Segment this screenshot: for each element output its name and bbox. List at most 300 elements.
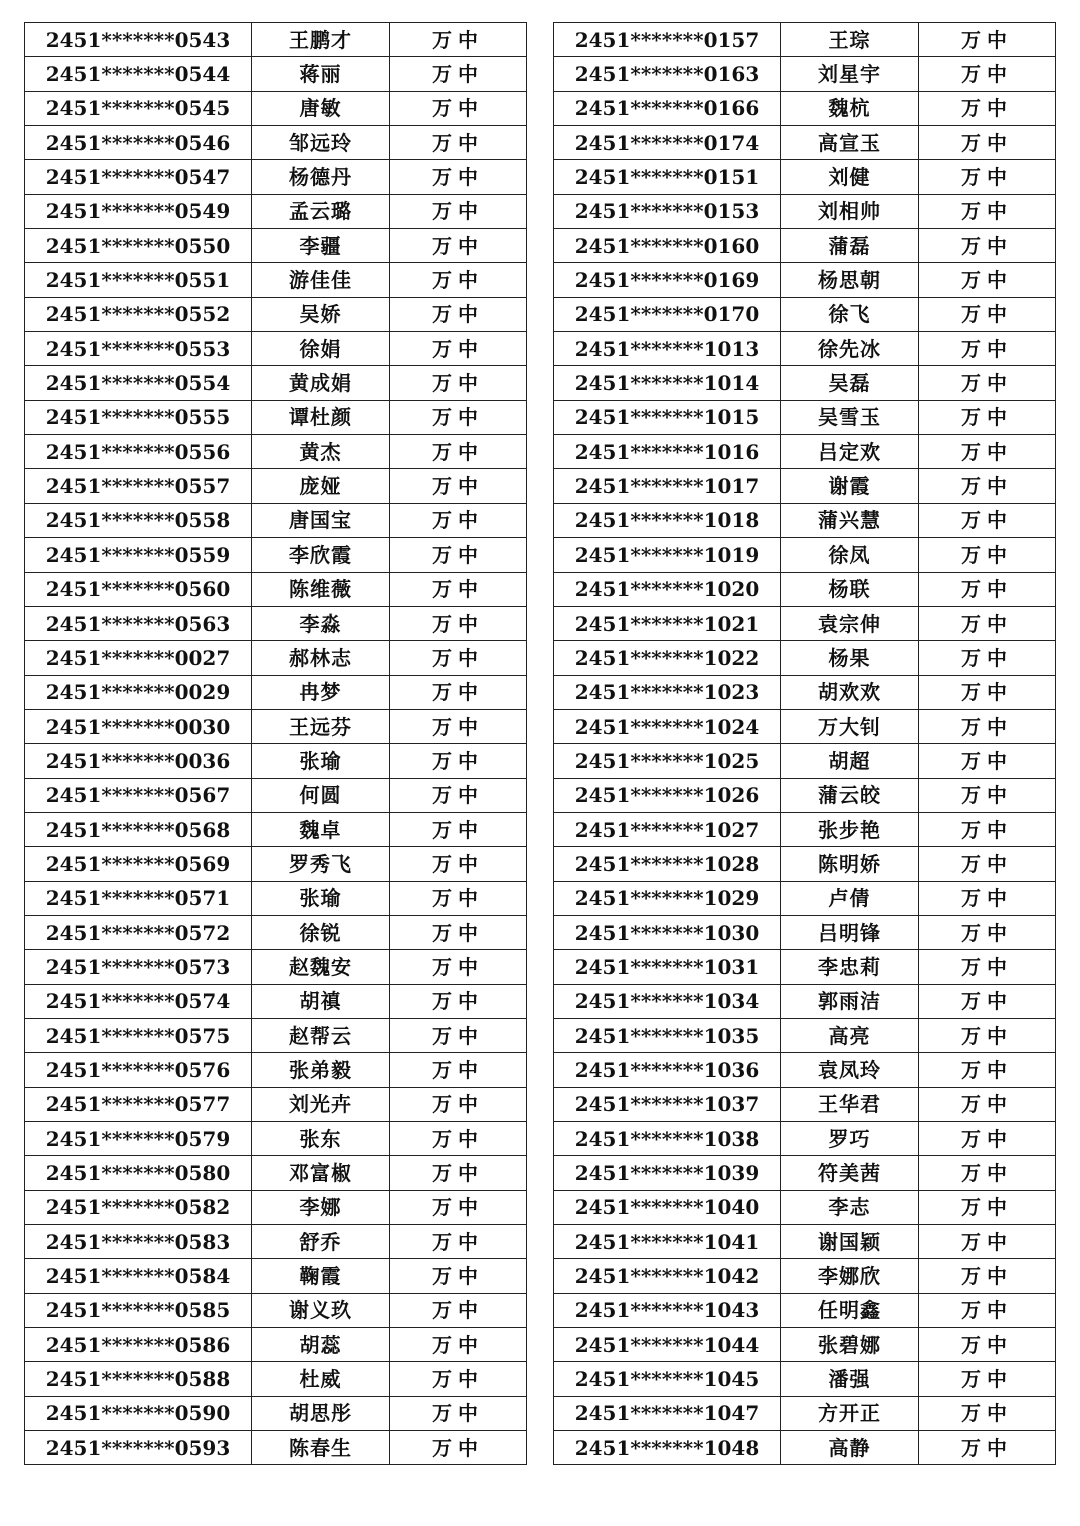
candidate-id-cell: 2451*******0577 [25,1087,252,1121]
candidate-name-cell: 张步艳 [781,812,919,846]
candidate-name-cell: 任明鑫 [781,1293,919,1327]
candidate-id-cell: 2451*******0166 [554,91,781,125]
school-cell: 万中 [390,1328,527,1362]
table-row [554,1362,1056,1396]
school-cell: 万中 [390,641,527,675]
table-row [554,126,1056,160]
school-cell: 万中 [390,366,527,400]
candidate-name-cell: 赵魏安 [252,950,390,984]
table-row [25,641,527,675]
candidate-id-cell: 2451*******0549 [25,194,252,228]
candidate-name-cell: 陈春生 [252,1431,390,1465]
school-cell: 万中 [390,881,527,915]
school-cell: 万中 [390,1190,527,1224]
candidate-id-cell: 2451*******0572 [25,915,252,949]
candidate-id-cell: 2451*******0547 [25,160,252,194]
candidate-id-cell: 2451*******0590 [25,1396,252,1430]
school-cell: 万中 [390,469,527,503]
candidate-id-cell: 2451*******1038 [554,1122,781,1156]
table-row [554,915,1056,949]
table-row [25,1396,527,1430]
candidate-name-cell: 吴雪玉 [781,400,919,434]
candidate-name-cell: 胡超 [781,744,919,778]
table-row [554,778,1056,812]
candidate-id-cell: 2451*******1025 [554,744,781,778]
candidate-name-cell: 李志 [781,1190,919,1224]
school-cell: 万中 [919,915,1056,949]
candidate-id-cell: 2451*******1016 [554,435,781,469]
candidate-name-cell: 蒲云皎 [781,778,919,812]
school-cell: 万中 [919,366,1056,400]
candidate-name-cell: 舒乔 [252,1225,390,1259]
candidate-name-cell: 潘强 [781,1362,919,1396]
table-row [25,847,527,881]
table-row [25,1225,527,1259]
table-row [554,400,1056,434]
table-row [25,91,527,125]
candidate-name-cell: 张东 [252,1122,390,1156]
table-row [554,1293,1056,1327]
candidate-name-cell: 邹远玲 [252,126,390,160]
candidate-id-cell: 2451*******1045 [554,1362,781,1396]
school-cell: 万中 [390,57,527,91]
candidate-id-cell: 2451*******0569 [25,847,252,881]
table-row [554,950,1056,984]
candidate-name-cell: 符美茜 [781,1156,919,1190]
table-row [554,1053,1056,1087]
school-cell: 万中 [390,263,527,297]
school-cell: 万中 [919,950,1056,984]
table-row [554,91,1056,125]
table-row [25,1431,527,1465]
table-row [554,503,1056,537]
candidate-id-cell: 2451*******0545 [25,91,252,125]
school-cell: 万中 [919,1328,1056,1362]
candidate-id-cell: 2451*******0543 [25,23,252,57]
candidate-name-cell: 赵帮云 [252,1018,390,1052]
school-cell: 万中 [390,1053,527,1087]
table-row [25,915,527,949]
table-row [25,1293,527,1327]
table-row [25,538,527,572]
candidate-id-cell: 2451*******1040 [554,1190,781,1224]
candidate-id-cell: 2451*******0560 [25,572,252,606]
school-cell: 万中 [919,744,1056,778]
table-row [25,469,527,503]
roster-table-left [24,22,527,1465]
roster-table-left-body [25,23,527,1465]
candidate-name-cell: 李娜 [252,1190,390,1224]
school-cell: 万中 [919,538,1056,572]
table-row [25,229,527,263]
table-row [554,297,1056,331]
table-row [25,1053,527,1087]
candidate-id-cell: 2451*******1037 [554,1087,781,1121]
table-row [554,57,1056,91]
candidate-name-cell: 蒲兴慧 [781,503,919,537]
school-cell: 万中 [390,778,527,812]
school-cell: 万中 [390,847,527,881]
candidate-name-cell: 杨联 [781,572,919,606]
school-cell: 万中 [390,1156,527,1190]
table-row [554,23,1056,57]
candidate-name-cell: 刘星宇 [781,57,919,91]
candidate-id-cell: 2451*******1035 [554,1018,781,1052]
candidate-id-cell: 2451*******0546 [25,126,252,160]
table-row [25,709,527,743]
table-row [25,1018,527,1052]
candidate-id-cell: 2451*******1029 [554,881,781,915]
candidate-name-cell: 张瑜 [252,744,390,778]
table-row [554,1259,1056,1293]
candidate-name-cell: 何圆 [252,778,390,812]
school-cell: 万中 [390,950,527,984]
school-cell: 万中 [390,1293,527,1327]
candidate-name-cell: 徐娟 [252,332,390,366]
candidate-name-cell: 罗秀飞 [252,847,390,881]
candidate-name-cell: 吴娇 [252,297,390,331]
candidate-id-cell: 2451*******1041 [554,1225,781,1259]
candidate-id-cell: 2451*******0030 [25,709,252,743]
table-row [554,1328,1056,1362]
candidate-id-cell: 2451*******0558 [25,503,252,537]
candidate-id-cell: 2451*******0151 [554,160,781,194]
candidate-id-cell: 2451*******0584 [25,1259,252,1293]
table-row [25,950,527,984]
roster-table-right-body [554,23,1056,1465]
table-row [554,1431,1056,1465]
table-row [554,572,1056,606]
table-row [554,435,1056,469]
candidate-name-cell: 徐先冰 [781,332,919,366]
school-cell: 万中 [919,778,1056,812]
table-row [25,675,527,709]
school-cell: 万中 [919,847,1056,881]
candidate-id-cell: 2451*******1015 [554,400,781,434]
candidate-name-cell: 魏杭 [781,91,919,125]
candidate-name-cell: 胡欢欢 [781,675,919,709]
candidate-name-cell: 王琮 [781,23,919,57]
candidate-id-cell: 2451*******1043 [554,1293,781,1327]
school-cell: 万中 [390,744,527,778]
candidate-id-cell: 2451*******0586 [25,1328,252,1362]
table-row [25,778,527,812]
school-cell: 万中 [390,1225,527,1259]
table-row [25,160,527,194]
school-cell: 万中 [919,297,1056,331]
candidate-name-cell: 魏卓 [252,812,390,846]
candidate-name-cell: 王远芬 [252,709,390,743]
school-cell: 万中 [919,400,1056,434]
table-row [25,1362,527,1396]
candidate-name-cell: 张碧娜 [781,1328,919,1362]
candidate-id-cell: 2451*******0576 [25,1053,252,1087]
candidate-id-cell: 2451*******1018 [554,503,781,537]
candidate-id-cell: 2451*******1022 [554,641,781,675]
school-cell: 万中 [919,229,1056,263]
school-cell: 万中 [919,1087,1056,1121]
table-row [25,1087,527,1121]
candidate-id-cell: 2451*******0579 [25,1122,252,1156]
school-cell: 万中 [390,709,527,743]
table-row [554,1396,1056,1430]
table-row [25,881,527,915]
school-cell: 万中 [390,503,527,537]
school-cell: 万中 [919,1053,1056,1087]
school-cell: 万中 [390,435,527,469]
school-cell: 万中 [919,1018,1056,1052]
candidate-id-cell: 2451*******0544 [25,57,252,91]
candidate-name-cell: 鞠霞 [252,1259,390,1293]
candidate-name-cell: 卢倩 [781,881,919,915]
candidate-name-cell: 李欣霞 [252,538,390,572]
candidate-id-cell: 2451*******0163 [554,57,781,91]
table-row [25,1156,527,1190]
school-cell: 万中 [919,469,1056,503]
school-cell: 万中 [390,194,527,228]
candidate-id-cell: 2451*******0585 [25,1293,252,1327]
candidate-name-cell: 徐锐 [252,915,390,949]
candidate-name-cell: 高亮 [781,1018,919,1052]
candidate-name-cell: 蒲磊 [781,229,919,263]
school-cell: 万中 [390,1259,527,1293]
candidate-name-cell: 王鹏才 [252,23,390,57]
candidate-name-cell: 吕明锋 [781,915,919,949]
table-row [25,744,527,778]
candidate-id-cell: 2451*******0568 [25,812,252,846]
school-cell: 万中 [390,1431,527,1465]
candidate-id-cell: 2451*******1028 [554,847,781,881]
school-cell: 万中 [919,675,1056,709]
candidate-name-cell: 袁凤玲 [781,1053,919,1087]
table-row [554,194,1056,228]
school-cell: 万中 [919,1293,1056,1327]
table-row [554,1087,1056,1121]
candidate-name-cell: 杨德丹 [252,160,390,194]
candidate-name-cell: 杨果 [781,641,919,675]
candidate-name-cell: 王华君 [781,1087,919,1121]
school-cell: 万中 [390,332,527,366]
school-cell: 万中 [919,332,1056,366]
table-row [25,503,527,537]
table-row [554,263,1056,297]
school-cell: 万中 [390,23,527,57]
candidate-id-cell: 2451*******1047 [554,1396,781,1430]
candidate-id-cell: 2451*******0580 [25,1156,252,1190]
school-cell: 万中 [390,91,527,125]
candidate-name-cell: 蒋丽 [252,57,390,91]
candidate-name-cell: 万大钊 [781,709,919,743]
school-cell: 万中 [919,160,1056,194]
candidate-name-cell: 黄成娟 [252,366,390,400]
school-cell: 万中 [919,984,1056,1018]
candidate-name-cell: 胡思彤 [252,1396,390,1430]
candidate-name-cell: 陈维薇 [252,572,390,606]
candidate-name-cell: 谢义玖 [252,1293,390,1327]
table-row [554,847,1056,881]
school-cell: 万中 [919,572,1056,606]
candidate-name-cell: 游佳佳 [252,263,390,297]
table-row [554,332,1056,366]
candidate-name-cell: 刘相帅 [781,194,919,228]
candidate-id-cell: 2451*******0153 [554,194,781,228]
school-cell: 万中 [919,1362,1056,1396]
school-cell: 万中 [919,709,1056,743]
candidate-id-cell: 2451*******0559 [25,538,252,572]
school-cell: 万中 [390,984,527,1018]
roster-table-right [553,22,1056,1465]
table-row [554,160,1056,194]
table-row [25,812,527,846]
school-cell: 万中 [390,1396,527,1430]
table-row [25,984,527,1018]
candidate-id-cell: 2451*******0157 [554,23,781,57]
school-cell: 万中 [919,23,1056,57]
table-row [25,263,527,297]
school-cell: 万中 [390,126,527,160]
school-cell: 万中 [919,126,1056,160]
candidate-id-cell: 2451*******1020 [554,572,781,606]
school-cell: 万中 [919,1190,1056,1224]
candidate-id-cell: 2451*******0571 [25,881,252,915]
table-row [554,1156,1056,1190]
school-cell: 万中 [919,57,1056,91]
candidate-id-cell: 2451*******0553 [25,332,252,366]
school-cell: 万中 [919,91,1056,125]
candidate-id-cell: 2451*******1048 [554,1431,781,1465]
table-row [25,23,527,57]
candidate-id-cell: 2451*******0557 [25,469,252,503]
candidate-id-cell: 2451*******1021 [554,606,781,640]
candidate-id-cell: 2451*******1034 [554,984,781,1018]
candidate-id-cell: 2451*******0174 [554,126,781,160]
candidate-name-cell: 谢国颖 [781,1225,919,1259]
candidate-id-cell: 2451*******0556 [25,435,252,469]
school-cell: 万中 [390,160,527,194]
school-cell: 万中 [919,812,1056,846]
candidate-name-cell: 冉梦 [252,675,390,709]
candidate-name-cell: 郝林志 [252,641,390,675]
candidate-id-cell: 2451*******1013 [554,332,781,366]
school-cell: 万中 [390,915,527,949]
school-cell: 万中 [919,435,1056,469]
candidate-name-cell: 谭杜颜 [252,400,390,434]
candidate-id-cell: 2451*******0160 [554,229,781,263]
candidate-name-cell: 李疆 [252,229,390,263]
table-row [25,606,527,640]
school-cell: 万中 [919,1431,1056,1465]
school-cell: 万中 [390,812,527,846]
school-cell: 万中 [390,1018,527,1052]
candidate-name-cell: 李娜欣 [781,1259,919,1293]
table-row [25,332,527,366]
candidate-name-cell: 张瑜 [252,881,390,915]
candidate-name-cell: 陈明娇 [781,847,919,881]
candidate-id-cell: 2451*******0574 [25,984,252,1018]
candidate-name-cell: 杜威 [252,1362,390,1396]
candidate-name-cell: 唐敏 [252,91,390,125]
table-row [25,1259,527,1293]
candidate-id-cell: 2451*******1019 [554,538,781,572]
candidate-id-cell: 2451*******0575 [25,1018,252,1052]
table-row [554,229,1056,263]
table-row [25,126,527,160]
school-cell: 万中 [390,1087,527,1121]
table-row [554,881,1056,915]
candidate-id-cell: 2451*******0554 [25,366,252,400]
school-cell: 万中 [919,881,1056,915]
table-row [554,1122,1056,1156]
candidate-name-cell: 李忠莉 [781,950,919,984]
table-row [554,1190,1056,1224]
candidate-id-cell: 2451*******1027 [554,812,781,846]
candidate-id-cell: 2451*******0567 [25,778,252,812]
candidate-name-cell: 吕定欢 [781,435,919,469]
candidate-id-cell: 2451*******0552 [25,297,252,331]
table-row [25,1190,527,1224]
table-row [25,572,527,606]
school-cell: 万中 [919,194,1056,228]
table-row [25,57,527,91]
candidate-name-cell: 袁宗伸 [781,606,919,640]
school-cell: 万中 [390,229,527,263]
candidate-id-cell: 2451*******1036 [554,1053,781,1087]
table-row [554,709,1056,743]
candidate-id-cell: 2451*******0573 [25,950,252,984]
table-row [25,1122,527,1156]
school-cell: 万中 [919,1225,1056,1259]
table-row [554,538,1056,572]
school-cell: 万中 [390,297,527,331]
candidate-name-cell: 吴磊 [781,366,919,400]
table-row [554,606,1056,640]
candidate-id-cell: 2451*******1039 [554,1156,781,1190]
candidate-name-cell: 庞娅 [252,469,390,503]
candidate-id-cell: 2451*******0563 [25,606,252,640]
table-row [554,1018,1056,1052]
candidate-name-cell: 胡禛 [252,984,390,1018]
candidate-name-cell: 罗巧 [781,1122,919,1156]
candidate-id-cell: 2451*******0029 [25,675,252,709]
table-row [25,435,527,469]
candidate-name-cell: 邓富椒 [252,1156,390,1190]
candidate-id-cell: 2451*******1014 [554,366,781,400]
school-cell: 万中 [919,263,1056,297]
candidate-id-cell: 2451*******0588 [25,1362,252,1396]
school-cell: 万中 [919,1396,1056,1430]
candidate-id-cell: 2451*******1030 [554,915,781,949]
candidate-id-cell: 2451*******0593 [25,1431,252,1465]
school-cell: 万中 [919,641,1056,675]
candidate-id-cell: 2451*******0551 [25,263,252,297]
school-cell: 万中 [390,400,527,434]
school-cell: 万中 [390,1362,527,1396]
table-row [554,984,1056,1018]
table-row [554,469,1056,503]
candidate-id-cell: 2451*******1017 [554,469,781,503]
table-row [554,812,1056,846]
candidate-id-cell: 2451*******1044 [554,1328,781,1362]
candidate-id-cell: 2451*******1042 [554,1259,781,1293]
school-cell: 万中 [919,1156,1056,1190]
candidate-name-cell: 徐飞 [781,297,919,331]
table-row [25,1328,527,1362]
candidate-name-cell: 郭雨洁 [781,984,919,1018]
candidate-id-cell: 2451*******0170 [554,297,781,331]
candidate-id-cell: 2451*******1031 [554,950,781,984]
school-cell: 万中 [919,1259,1056,1293]
table-row [554,366,1056,400]
